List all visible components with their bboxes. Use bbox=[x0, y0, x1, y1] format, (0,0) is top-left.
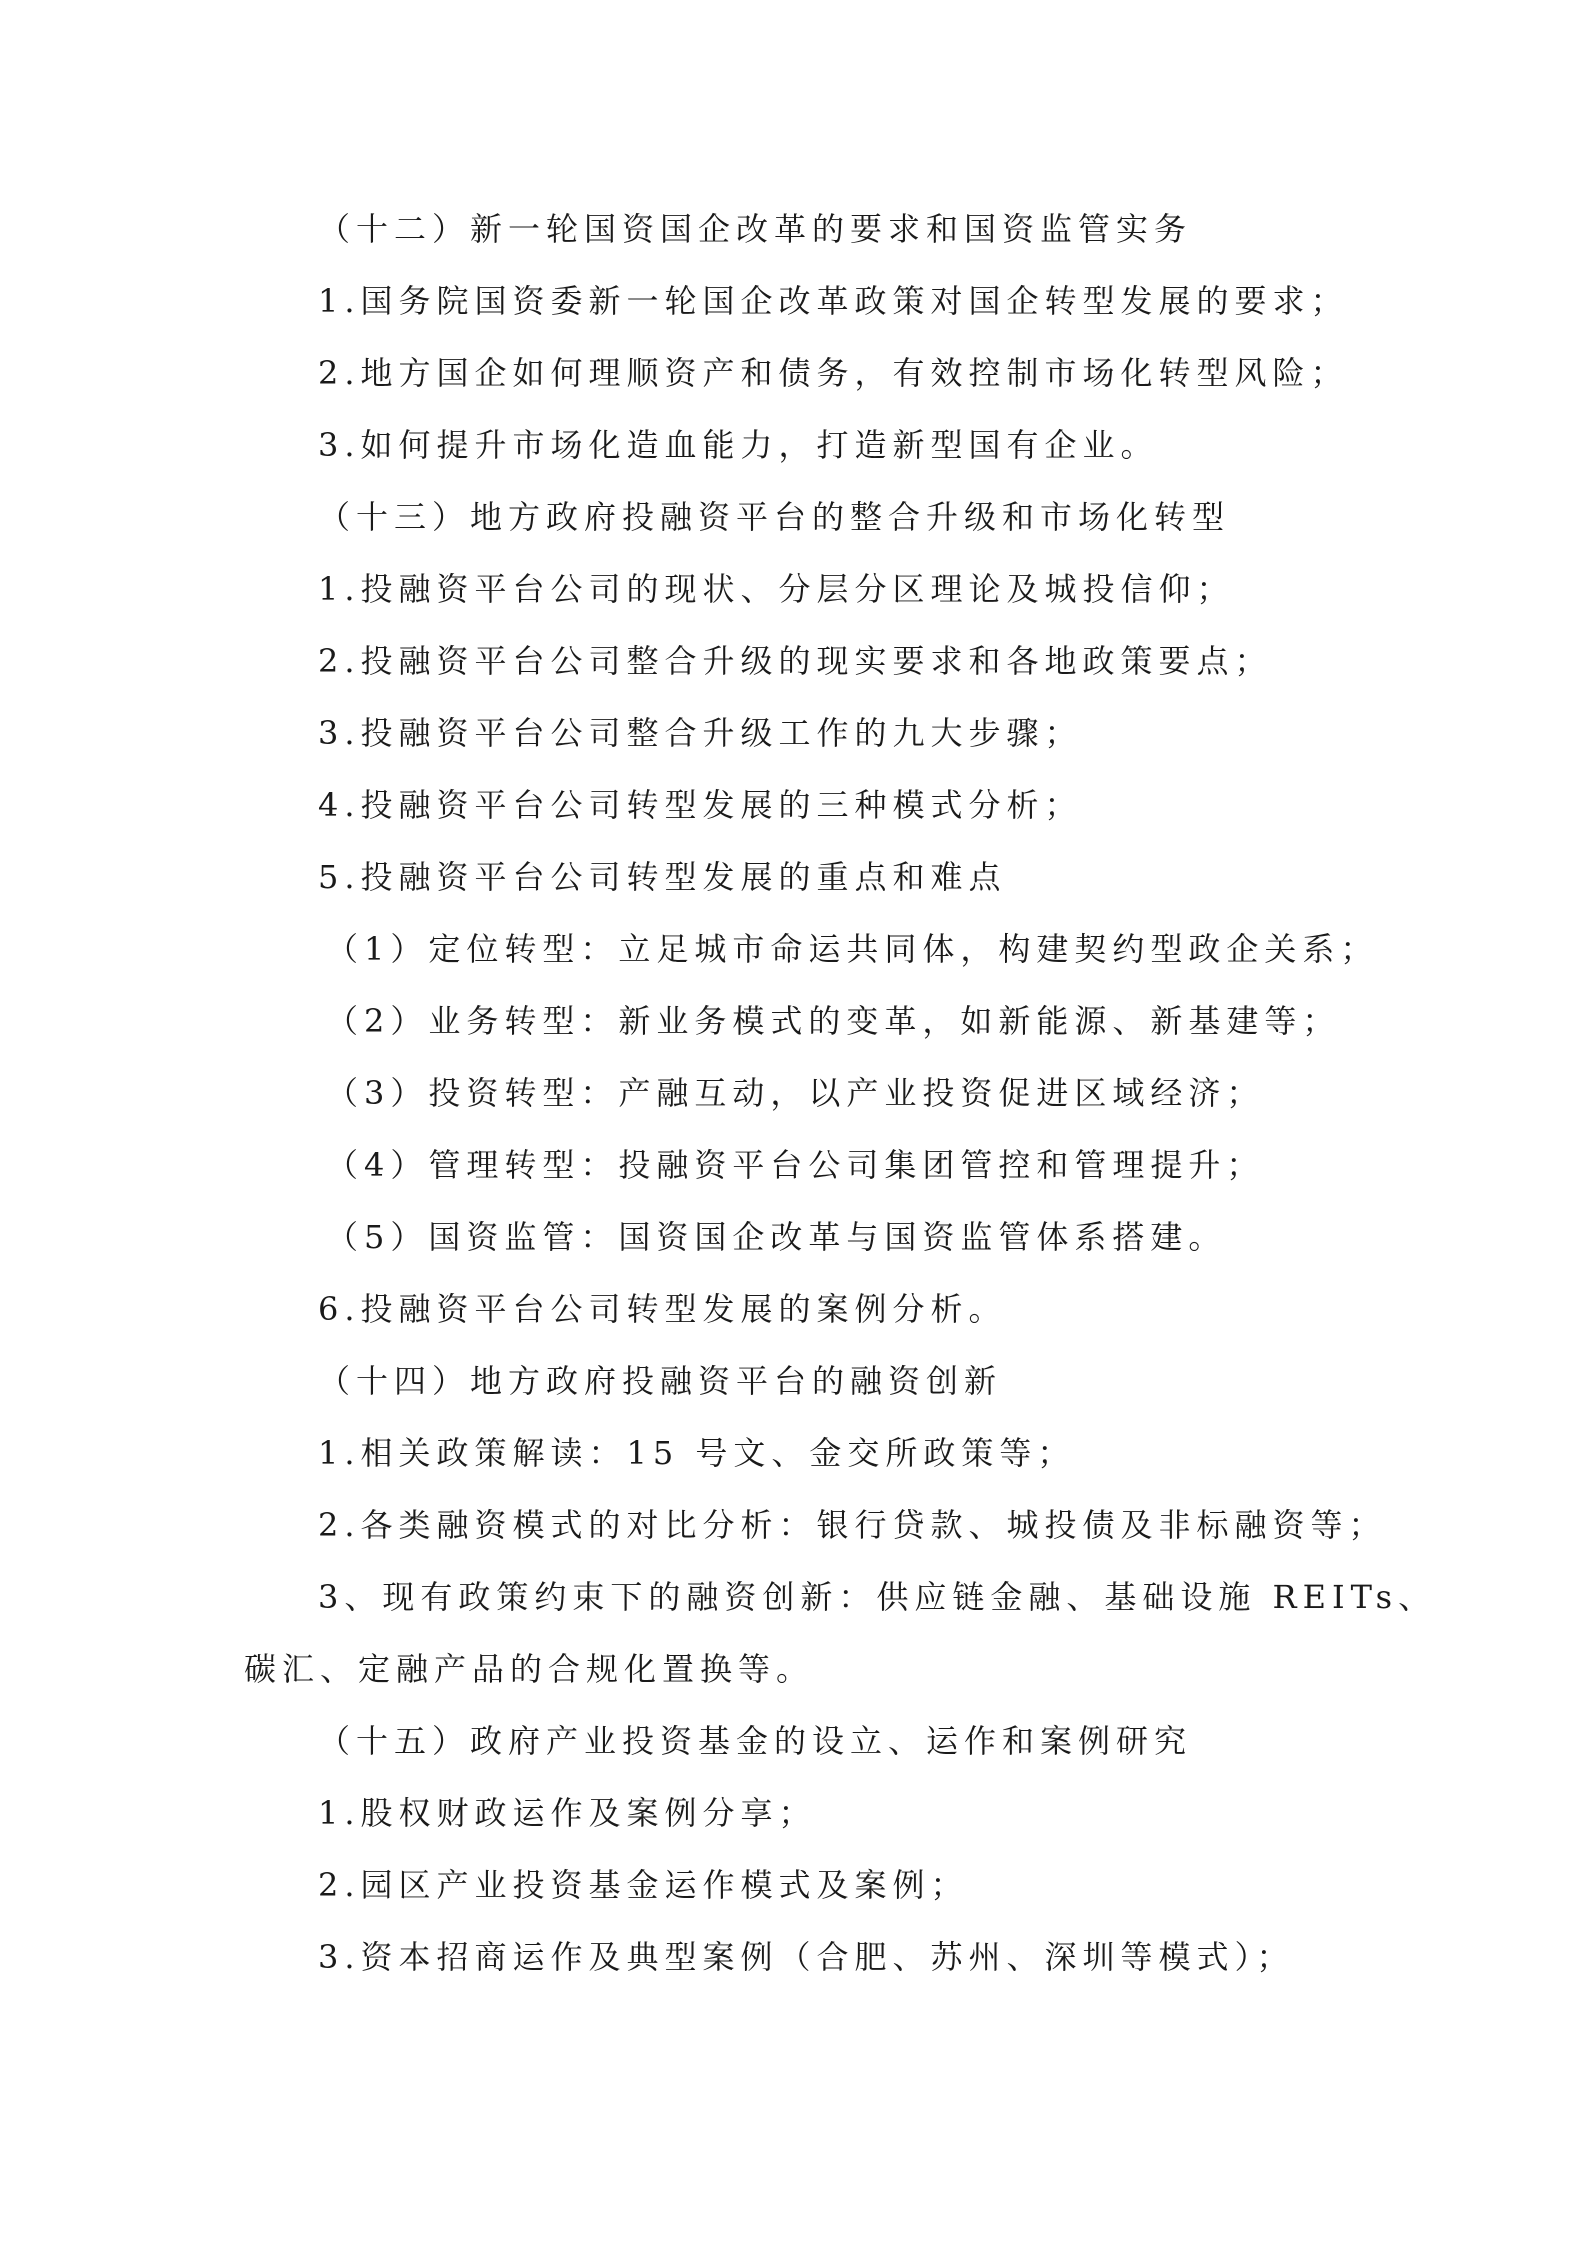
list-item: 1.国务院国资委新一轮国企改革政策对国企转型发展的要求； bbox=[318, 282, 1349, 320]
list-item: 1.相关政策解读：15 号文、金交所政策等； bbox=[318, 1434, 1076, 1472]
list-item: 1.股权财政运作及案例分享； bbox=[318, 1794, 817, 1832]
list-item: 6.投融资平台公司转型发展的案例分析。 bbox=[318, 1290, 1007, 1328]
list-item: 2.地方国企如何理顺资产和债务，有效控制市场化转型风险； bbox=[318, 354, 1349, 392]
list-item: 3.投融资平台公司整合升级工作的九大步骤； bbox=[318, 714, 1083, 752]
sub-list-item: （3）投资转型：产融互动，以产业投资促进区域经济； bbox=[326, 1074, 1265, 1112]
section-heading-13: （十三）地方政府投融资平台的整合升级和市场化转型 bbox=[318, 498, 1231, 536]
list-item: 2.园区产业投资基金运作模式及案例； bbox=[318, 1866, 969, 1904]
list-item-continuation: 碳汇、定融产品的合规化置换等。 bbox=[244, 1650, 815, 1688]
list-item: 5.投融资平台公司转型发展的重点和难点 bbox=[318, 858, 1007, 896]
list-item: 2.投融资平台公司整合升级的现实要求和各地政策要点； bbox=[318, 642, 1273, 680]
list-item: 3.资本招商运作及典型案例（合肥、苏州、深圳等模式）； bbox=[318, 1938, 1295, 1976]
sub-list-item: （4）管理转型：投融资平台公司集团管控和管理提升； bbox=[326, 1146, 1265, 1184]
list-item: 3.如何提升市场化造血能力，打造新型国有企业。 bbox=[318, 426, 1159, 464]
list-item: 1.投融资平台公司的现状、分层分区理论及城投信仰； bbox=[318, 570, 1235, 608]
list-item: 2.各类融资模式的对比分析：银行贷款、城投债及非标融资等； bbox=[318, 1506, 1387, 1544]
sub-list-item: （2）业务转型：新业务模式的变革，如新能源、新基建等； bbox=[326, 1002, 1341, 1040]
list-item: 4.投融资平台公司转型发展的三种模式分析； bbox=[318, 786, 1083, 824]
section-heading-15: （十五）政府产业投资基金的设立、运作和案例研究 bbox=[318, 1722, 1193, 1760]
sub-list-item: （1）定位转型：立足城市命运共同体，构建契约型政企关系； bbox=[326, 930, 1379, 968]
sub-list-item: （5）国资监管：国资国企改革与国资监管体系搭建。 bbox=[326, 1218, 1227, 1256]
section-heading-12: （十二）新一轮国资国企改革的要求和国资监管实务 bbox=[318, 210, 1193, 248]
list-item: 3、现有政策约束下的融资创新：供应链金融、基础设施 REITs、 bbox=[318, 1578, 1437, 1616]
section-heading-14: （十四）地方政府投融资平台的融资创新 bbox=[318, 1362, 1003, 1400]
